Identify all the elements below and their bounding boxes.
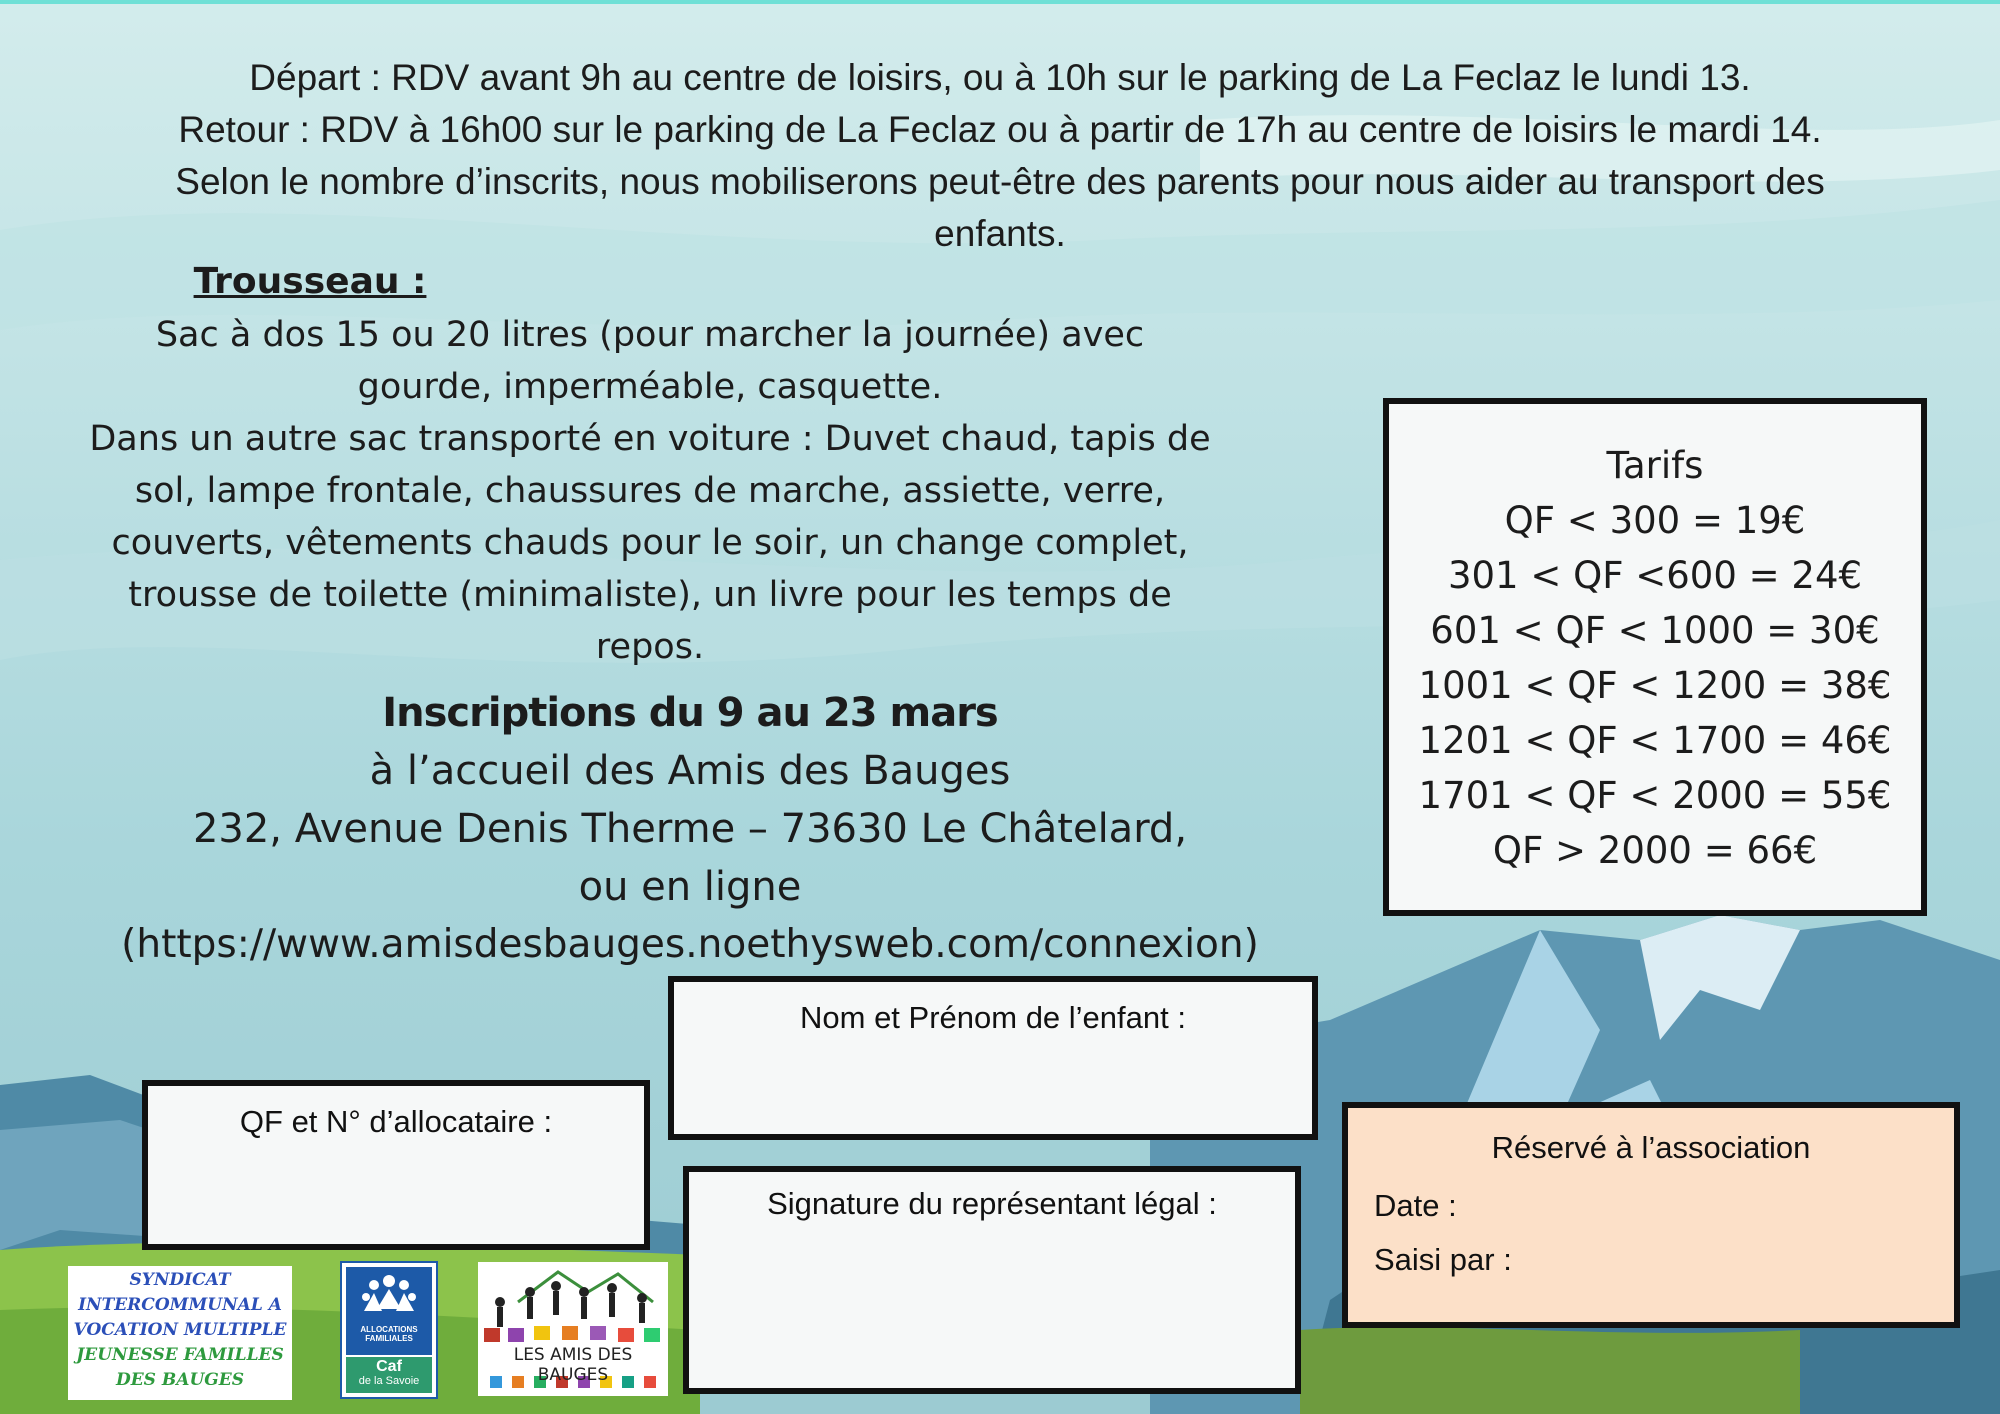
registration-title: Inscriptions du 9 au 23 mars	[382, 690, 998, 736]
departure-line: Départ : RDV avant 9h au centre de loisirs, ou à 10h sur le parking de La Feclaz le lundi 13.	[249, 57, 1751, 98]
caf-name-block	[346, 1357, 432, 1393]
tarif-row: 301 < QF <600 = 24€	[1447, 554, 1863, 597]
tarifs-box	[1383, 398, 1927, 916]
tarifs-title: Tarifs	[1606, 444, 1704, 487]
trousseau-line: gourde, imperméable, casquette.	[357, 367, 943, 407]
caf-family-icon	[346, 1267, 432, 1325]
qf-allocataire-field[interactable]	[142, 1080, 650, 1250]
reserved-association-box	[1342, 1102, 1960, 1328]
registration-link[interactable]: (https://www.amisdesbauges.noethysweb.com/connexion)	[121, 922, 1259, 967]
caf-tagline-line: FAMILIALES	[365, 1334, 413, 1343]
top-accent-line	[0, 0, 2000, 4]
transport-line-end: enfants.	[934, 213, 1066, 254]
sivom-line: VOCATION MULTIPLE	[73, 1320, 287, 1340]
trousseau-line: Dans un autre sac transporté en voiture : Duvet chaud, tapis de	[89, 419, 1211, 459]
sivom-logo	[68, 1266, 292, 1400]
tarif-row: QF < 300 = 19€	[1504, 499, 1806, 542]
sivom-line: DES BAUGES	[115, 1370, 245, 1390]
child-name-label: Nom et Prénom de l’enfant :	[800, 1000, 1186, 1035]
caf-tagline-line: ALLOCATIONS	[360, 1325, 418, 1334]
trousseau-section	[90, 260, 1310, 304]
trousseau-line: trousse de toilette (minimaliste), un livre pour les temps de	[128, 575, 1172, 615]
caf-emblem	[346, 1267, 432, 1355]
signature-field[interactable]	[683, 1166, 1301, 1394]
transport-line: Selon le nombre d’inscrits, nous mobiliserons peut-être des parents pour nous aider au transport des	[175, 161, 1825, 202]
tarif-row: 1001 < QF < 1200 = 38€	[1418, 664, 1892, 707]
amis-des-bauges-logo	[478, 1262, 668, 1396]
trousseau-line: couverts, vêtements chauds pour le soir, un change complet,	[111, 523, 1189, 563]
sivom-line: INTERCOMMUNAL A	[78, 1295, 282, 1315]
registration-line: à l’accueil des Amis des Bauges	[369, 748, 1011, 794]
tarif-row: QF > 2000 = 66€	[1492, 829, 1818, 872]
tarif-row: 1701 < QF < 2000 = 55€	[1418, 774, 1892, 817]
caf-logo	[340, 1261, 438, 1399]
date-label: Date :	[1374, 1188, 1457, 1223]
trousseau-line: repos.	[595, 627, 705, 667]
departure-info	[70, 52, 1930, 260]
signature-label: Signature du représentant légal :	[767, 1186, 1217, 1221]
registration-line: ou en ligne	[578, 864, 802, 910]
caf-region: de la Savoie	[358, 1375, 420, 1387]
registration-info	[0, 684, 1380, 974]
child-name-field[interactable]	[668, 976, 1318, 1140]
caf-name: Caf	[376, 1358, 402, 1375]
trousseau-line: Sac à dos 15 ou 20 litres (pour marcher la journée) avec	[155, 315, 1145, 355]
trousseau-line: sol, lampe frontale, chaussures de marche, assiette, verre,	[134, 471, 1166, 511]
tarif-row: 601 < QF < 1000 = 30€	[1430, 609, 1880, 652]
tarif-row: 1201 < QF < 1700 = 46€	[1418, 719, 1892, 762]
caf-tagline	[346, 1325, 432, 1343]
saisi-label: Saisi par :	[1374, 1242, 1512, 1277]
registration-address: 232, Avenue Denis Therme – 73630 Le Châtelard,	[192, 806, 1188, 852]
trousseau-title: Trousseau :	[193, 261, 427, 302]
qf-label: QF et N° d’allocataire :	[239, 1104, 553, 1139]
return-line: Retour : RDV à 16h00 sur le parking de La Feclaz ou à partir de 17h au centre de loisirs le mardi 14.	[178, 109, 1822, 150]
reserved-label: Réservé à l’association	[1491, 1130, 1811, 1165]
trousseau-list	[80, 309, 1220, 673]
sivom-line: SYNDICAT	[129, 1270, 231, 1290]
amis-logo-text: LES AMIS DES BAUGES	[513, 1345, 633, 1385]
sivom-line: JEUNESSE FAMILLES	[76, 1345, 284, 1365]
